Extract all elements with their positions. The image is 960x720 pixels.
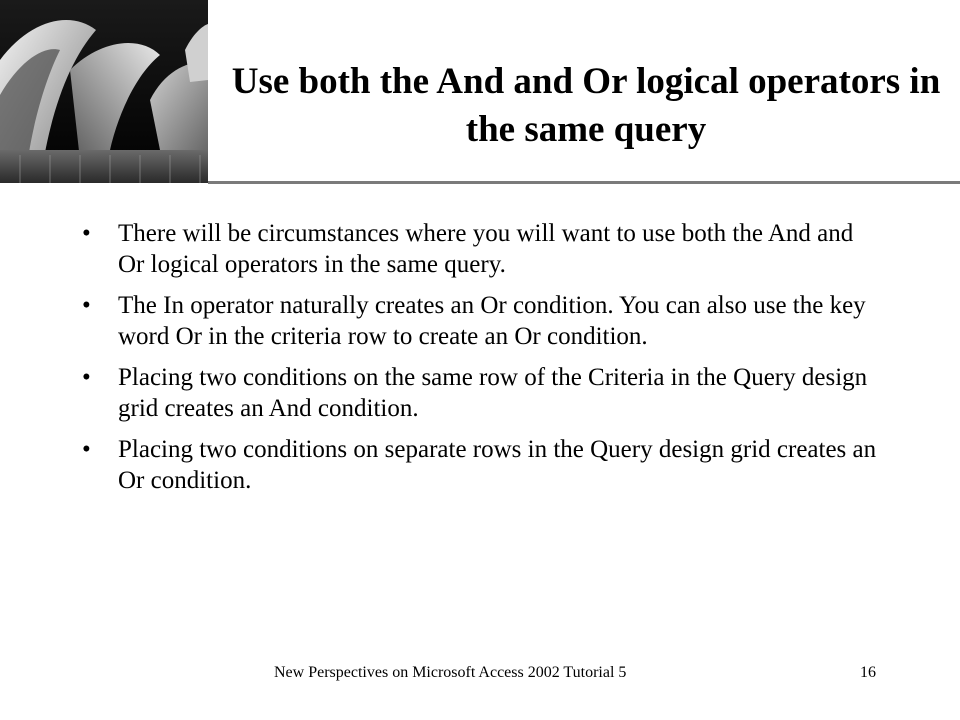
bullet-dot-icon: • [82,436,91,463]
bullet-text: There will be circumstances where you will want to use both the And and Or logical operators in the same query. [118,220,854,278]
bullet-dot-icon: • [82,220,91,247]
bullet-item [82,290,882,352]
bullet-text: The In operator naturally creates an Or condition. You can also use the key word Or in the criteria row to create an Or condition. [118,292,866,350]
bullet-item [82,434,882,496]
bullet-text: Placing two conditions on the same row of the Criteria in the Query design grid creates an And condition. [118,364,868,422]
bullet-text: Placing two conditions on separate rows in the Query design grid creates an Or condition. [118,436,877,494]
opera-house-photo [0,0,208,183]
bullet-dot-icon: • [82,292,91,319]
title-divider [208,181,960,184]
slide-title: Use both the And and Or logical operators in the same query [231,61,941,150]
page-number: 16 [860,664,876,681]
bullet-dot-icon: • [82,364,91,391]
bullet-item [82,362,882,424]
slide-footer: New Perspectives on Microsoft Access 2002 Tutorial 5 [274,664,627,681]
bullet-list [82,218,882,506]
bullet-item [82,218,882,280]
